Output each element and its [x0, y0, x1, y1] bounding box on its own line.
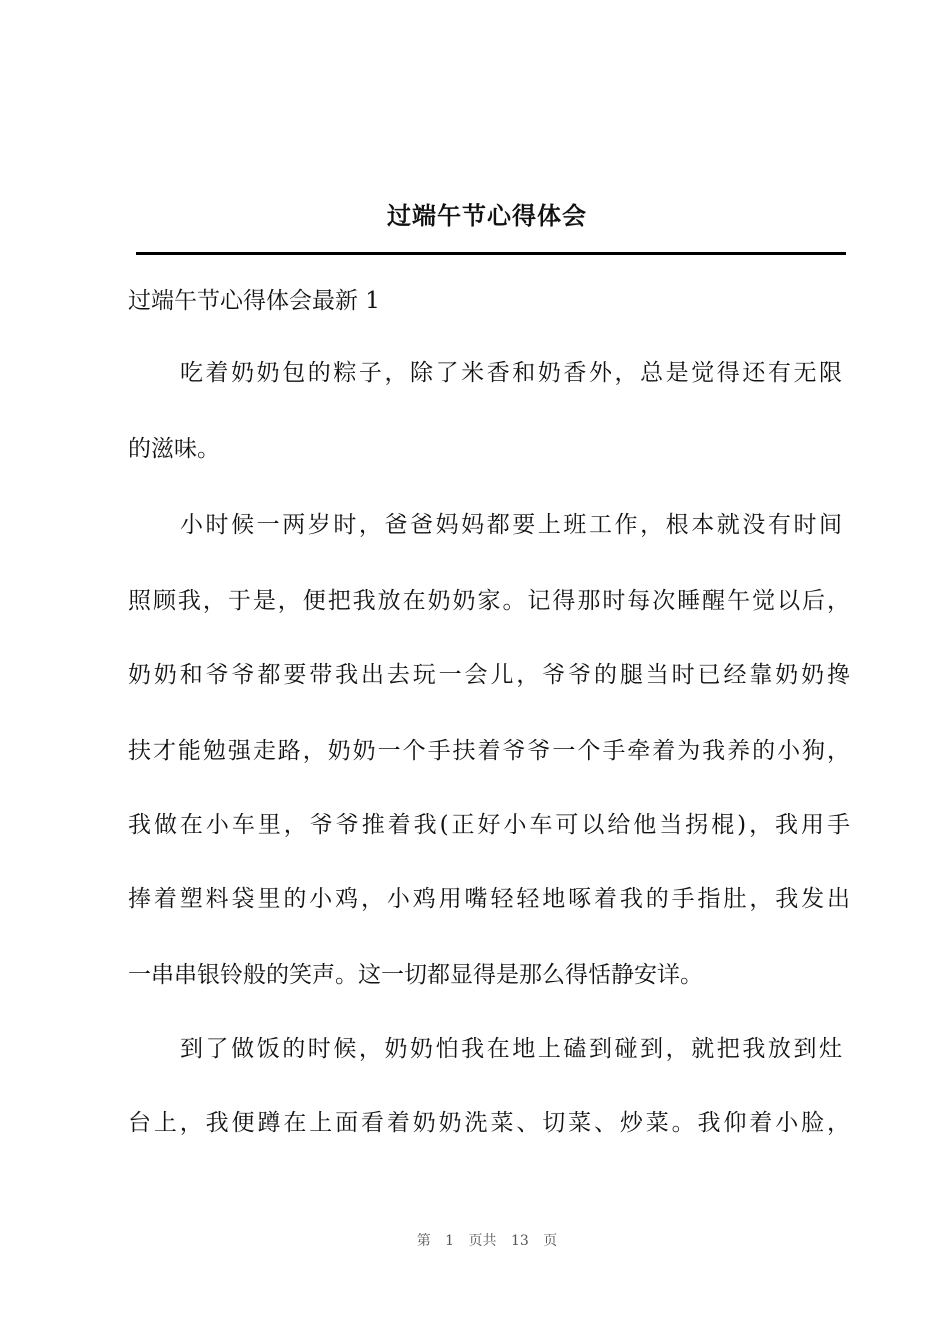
paragraph-line: 照顾我，于是，便把我放在奶奶家。记得那时每次睡醒午觉以后，: [128, 588, 850, 614]
paragraph-line: 小时候一两岁时，爸爸妈妈都要上班工作，根本就没有时间: [180, 512, 842, 538]
section-heading: 过端午节心得体会最新 1: [128, 288, 380, 314]
paragraph-line: 扶才能勉强走路，奶奶一个手扶着爷爷一个手牵着为我养的小狗，: [128, 738, 850, 764]
paragraph-line: 台上，我便蹲在上面看着奶奶洗菜、切菜、炒菜。我仰着小脸，: [128, 1110, 850, 1136]
paragraph-line: 我做在小车里，爷爷推着我(正好小车可以给他当拐棍)，我用手: [128, 812, 850, 838]
paragraph-line: 到了做饭的时候，奶奶怕我在地上磕到碰到，就把我放到灶: [180, 1036, 842, 1062]
paragraph-line: 奶奶和爷爷都要带我出去玩一会儿，爷爷的腿当时已经靠奶奶搀: [128, 662, 850, 688]
document-title: 过端午节心得体会: [387, 201, 587, 230]
paragraph-line: 一串串银铃般的笑声。这一切都显得是那么得恬静安详。: [128, 962, 703, 988]
paragraph-line: 吃着奶奶包的粽子，除了米香和奶香外，总是觉得还有无限: [180, 360, 842, 386]
paragraph-line: 捧着塑料袋里的小鸡，小鸡用嘴轻轻地啄着我的手指肚，我发出: [128, 886, 850, 912]
page-footer: 第 1 页共 13 页: [416, 1233, 558, 1249]
paragraph-line: 的滋味。: [128, 436, 220, 462]
title-underline: [136, 252, 846, 255]
